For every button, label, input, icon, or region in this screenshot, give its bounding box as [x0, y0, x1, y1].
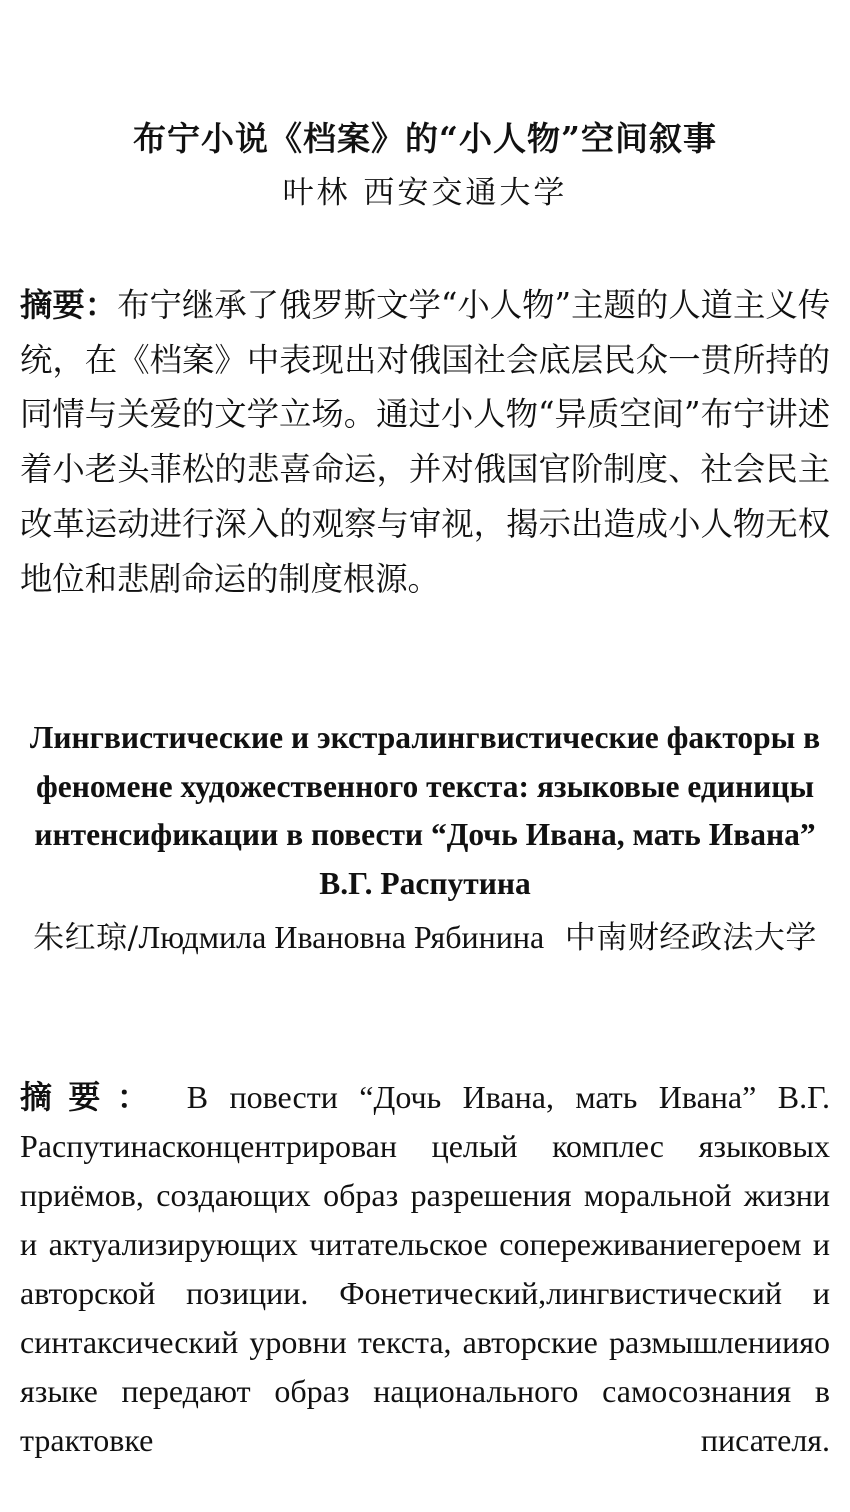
- article2-author: [20, 910, 830, 965]
- article1-abstract: [20, 278, 830, 606]
- article2-abstract-label: 摘要：: [20, 1078, 166, 1116]
- article2-abstract-text: В повести “Дочь Ивана, мать Ивана” В.Г. Распутинасконцентрирован целый комплес языковых приёмов, создающих образ разрешения моральной жизни и актуализирующих читательское сопереживаниегероем и авторской позиции. Фонетический,лингвистический и синтаксический уровни текста, авторские размышлениияо языке передают образ национального самосознания в трактовке писателя.: [20, 1079, 830, 1458]
- article2-abstract: [20, 1073, 830, 1465]
- article2-affiliation: 中南财经政法大学: [564, 920, 817, 956]
- article2-title: Лингвистические и экстралингвистические факторы в феномене художественного текста: языковые единицы интенсификации в повести “Дочь Ивана, мать Ивана” В.Г. Распутина: [29, 720, 821, 901]
- article2-author-zh: 朱红琼/: [33, 920, 139, 956]
- article2-author-ru: Людмила Ивановна Рябинина: [138, 919, 545, 955]
- article1-abstract-label: 摘要：: [20, 286, 118, 324]
- article1-abstract-text: 布宁继承了俄罗斯文学“小人物”主题的人道主义传统，在《档案》中表现出对俄国社会底层民众一贯所持的同情与关爱的文学立场。通过小人物“异质空间”布宁讲述着小老头菲松的悲喜命运，并对俄国官阶制度、社会民主改革运动进行深入的观察与审视，揭示出造成小人物无权地位和悲剧命运的制度根源。: [20, 286, 830, 598]
- article1-author: 叶林 西安交通大学: [282, 175, 568, 211]
- article1-title: 布宁小说《档案》的“小人物”空间叙事: [133, 119, 717, 158]
